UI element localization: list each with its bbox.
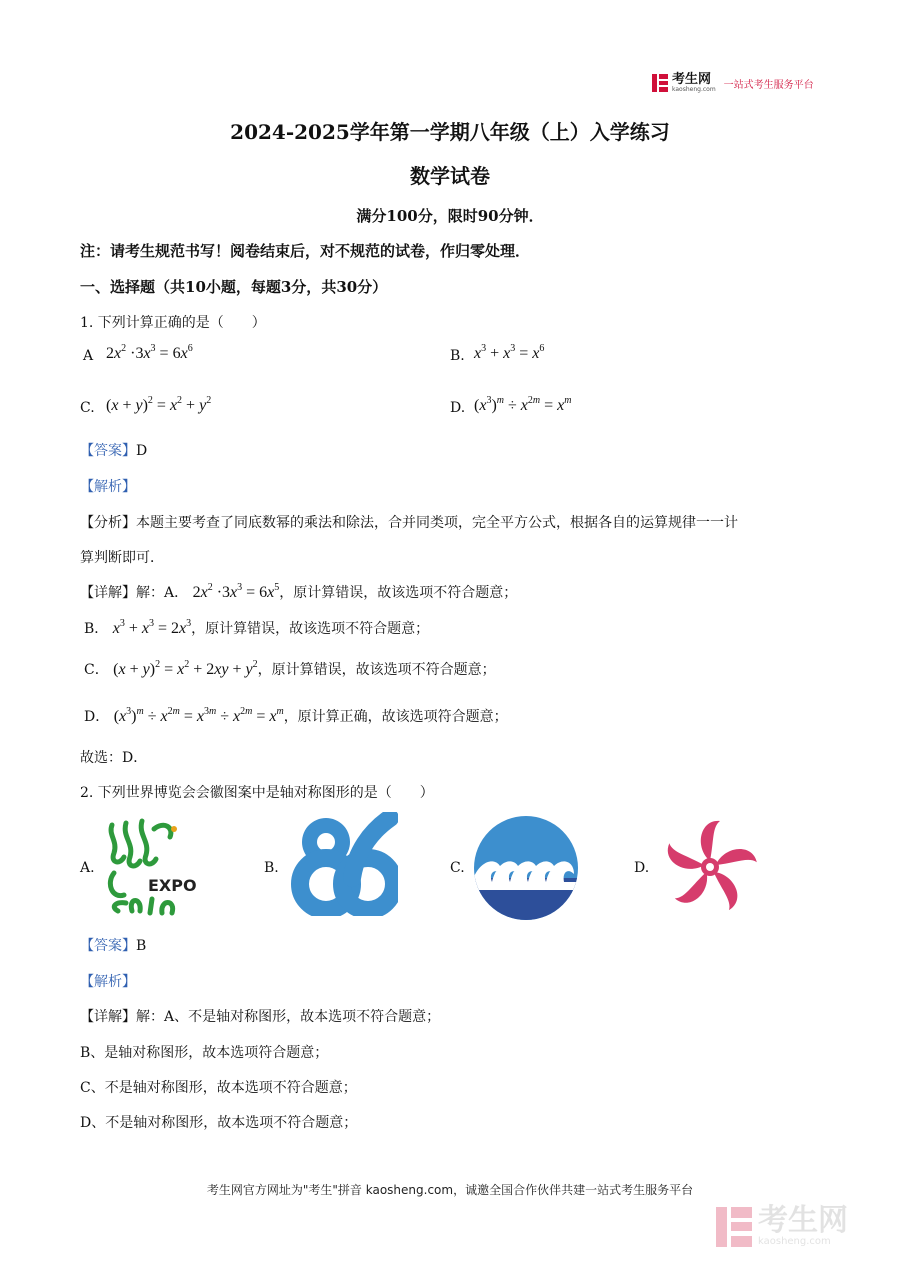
section-heading: 一、选择题（共10小题，每题3分，共30分） [80,278,388,296]
q2-detail-tag: 【详解】 [80,1009,136,1025]
q1-answer [80,440,147,460]
q1-fenxi-line1 [80,512,830,532]
q1-option-b-formula: $x^3 + x^3 = x^6$ [474,343,545,362]
q1-fenxi-line2: 算判断即可． [80,550,164,566]
q1-detail-c [84,659,496,679]
q2-analysis-tag: 【解析】 [80,974,136,990]
q1-fenxi-text: 本题主要考查了同底数幂的乘法和除法，合并同类项，完全平方公式，根据各自的运算规律一一计 [136,515,738,531]
logo-domain: kaosheng.com [672,85,716,93]
watermark-name: 考生网 [758,1203,848,1238]
q1-answer-tag: 【答案】 [80,443,136,459]
q1-detail-b [84,618,429,638]
q1-analysis-tag: 【解析】 [80,479,136,495]
q1-detail-b-formula: $x^3 + x^3 = 2x^3$ [112,618,192,637]
q1-detail-b-prefix: B． [84,621,109,637]
q2-detail-a-text: 解：A、不是轴对称图形，故本选项不符合题意； [136,1009,441,1025]
q2-answer [80,935,146,955]
exam-title: 2024-2025学年第一学期八年级（上）入学练习 [230,120,670,144]
q1-option-a-formula: $2x^2 \cdot 3x^3 = 6x^6$ [106,343,193,362]
q2-detail-a [80,1006,440,1026]
q1-option-d-formula: $(x^3)^m \div x^{2m} = x^m$ [474,395,572,414]
q1-detail-c-suffix: ，原计算错误，故该选项不符合题意； [257,662,496,678]
logo-name: 考生网 [672,71,712,87]
watermark [716,1203,848,1247]
q1-option-c-label: C. [80,400,95,416]
q1-option-b-label: B. [450,348,465,364]
watermark-domain: kaosheng.com [758,1236,831,1247]
q1-option-d-label: D. [450,400,466,416]
q1-conclusion: 故选：D． [80,750,148,766]
header-logo[interactable] [652,72,814,94]
expo-text: EXPO [148,876,197,895]
q2-option-b-label: B. [264,860,279,876]
exam-info: 满分100分，限时90分钟． [356,207,544,225]
expo-2010-logo [104,815,212,919]
page-footer: 考生网官方网址为"考生"拼音 kaosheng.com，诚邀全国合作伙伴共建一站式考生服务平台 [206,1183,694,1197]
expo-wave-logo [472,816,580,920]
q2-option-a-label: A. [80,860,95,876]
q1-detail-d-prefix: D． [84,709,110,725]
q2-detail-b: B、是轴对称图形，故本选项符合题意； [80,1045,329,1061]
q1-detail-tag: 【详解】 [80,585,136,601]
watermark-logo-icon [716,1207,752,1247]
q1-detail-d [84,706,508,726]
q2-detail-d: D、不是轴对称图形，故本选项不符合题意； [80,1115,358,1131]
expo-1986-logo [290,812,398,916]
q2-option-d-label: D. [634,860,650,876]
q1-detail-a-formula: $2x^2 \cdot 3x^3 = 6x^5$ [192,582,280,601]
exam-subject: 数学试卷 [410,164,490,188]
q1-detail-d-formula: $(x^3)^m \div x^{2m} = x^{3m} \div x^{2m} = x^m$ [113,706,284,725]
q1-option-c-formula: $(x + y)^2 = x^2 + y^2$ [106,395,212,414]
q1-option-a-label: A [83,348,94,364]
q1-detail-c-formula: $(x + y)^2 = x^2 + 2xy + y^2$ [113,659,258,678]
q2-answer-value: B [136,938,147,954]
expo-flower-logo [656,815,764,919]
q1-detail-a-prefix: 解：A． [136,585,189,601]
q2-option-c-label: C. [450,860,465,876]
q1-answer-value: D [136,443,148,459]
q1-detail-a-suffix: ，原计算错误，故该选项不符合题意； [279,585,518,601]
q2-answer-tag: 【答案】 [80,938,136,954]
q1-detail-a [80,582,517,602]
q1-detail-b-suffix: ，原计算错误，故该选项不符合题意； [191,621,430,637]
q1-detail-d-suffix: ，原计算正确，故该选项符合题意； [283,709,508,725]
q2-detail-c: C、不是轴对称图形，故本选项不符合题意； [80,1080,357,1096]
kaosheng-logo-icon [652,74,668,92]
q1-stem: 1. 下列计算正确的是（ ） [80,315,266,331]
q1-detail-c-prefix: C． [84,662,109,678]
q2-stem: 2. 下列世界博览会会徽图案中是轴对称图形的是（ ） [80,785,434,801]
q1-fenxi-tag: 【分析】 [80,515,136,531]
logo-slogan: 一站式考生服务平台 [723,79,814,91]
exam-note: 注：请考生规范书写！阅卷结束后，对不规范的试卷，作归零处理． [80,242,531,260]
